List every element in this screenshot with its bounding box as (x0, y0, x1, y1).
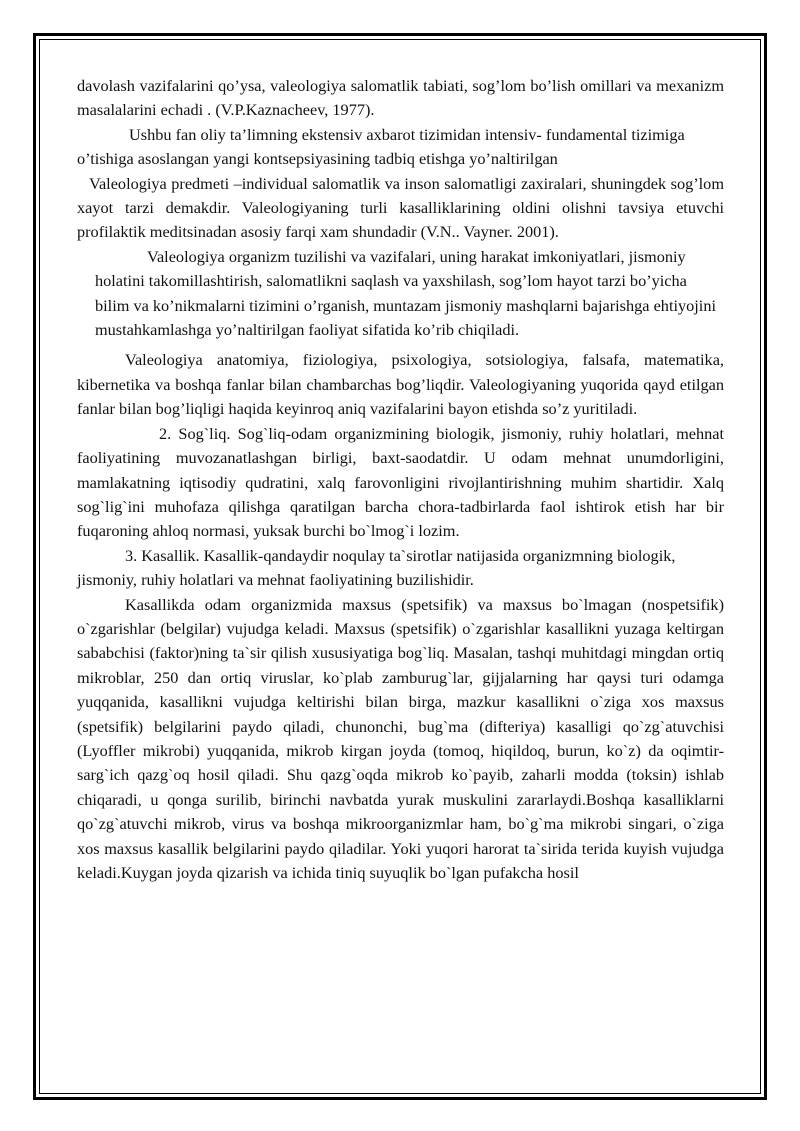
paragraph-valeologiya-organizm: Valeologiya organizm tuzilishi va vazifalari, uning harakat imkoniyatlari, jismoniy holatini takomillashtirish, salomatlikni saqlash va yaxshilash, sog’lom hayot tarzi bo’yicha bilim va ko’nikmalarni tizimini o’rganish, muntazam jismoniy mashqlarni bajarishga ehtiyojini mustahkamlashga yo’naltirilgan faoliyat sifatida ko’rib chiqiladi. (95, 246, 716, 340)
paragraph-kaznacheev: davolash vazifalarini qo’ysa, valeologiya salomatlik tabiati, sog’lom bo’lish omillari va mexanizm masalalarini echadi . (V.P.Kaznacheev, 1977). (77, 76, 724, 120)
paragraph-ushbu-fan: Ushbu fan oliy ta’limning ekstensiv axbarot tizimidan intensiv- fundamental tizimiga o’tishiga asoslangan yangi kontsepsiyasining tadbiq etishga yo’naltirilgan (77, 124, 685, 169)
paragraph-valeologiya-fanlar: Valeologiya anatomiya, fiziologiya, psixologiya, sotsiologiya, falsafa, matematika, kibernetika va boshqa fanlar bilan chambarchas bog’liqdir. Valeologiyaning yuqorida qayd etilgan fanlar bilan bog’liqligi haqida keyinroq aniq vazifalarini bayon etishda so’z yuritiladi. (77, 350, 724, 419)
paragraph-sogliq: 2. Sog`liq. Sog`liq-odam organizmining biologik, jismoniy, ruhiy holatlari, mehnat faoliyatining muvozanatlashgan birligi, baxt-saodatdir. U odam mehnat unumdorligini, mamlakatning iqtisodiy qudratini, xalq farovonligini rivojlantirishning muhim shartidir. Xalq sog`lig`ini muhofaza qilishga qaratilgan barcha chora-tadbirlarda faol ishtirok etish har bir fuqaroning ahloq normasi, yuksak burchi bo`lmog`i lozim. (77, 423, 724, 541)
paragraph-valeologiya-predmeti: Valeologiya predmeti –individual salomatlik va inson salomatligi zaxiralari, shuningdek sog’lom xayot tarzi demakdir. Valeologiyaning turli kasalliklarining oldini olishni tavsiya etuvchi profilaktik meditsinadan asosiy farqi xam shundadir (V.N.. Vayner. 2001). (77, 173, 724, 242)
paragraph-kasallik: 3. Kasallik. Kasallik-qandaydir noqulay ta`sirotlar natijasida organizmning biologik, jismoniy, ruhiy holatlari va mehnat faoliyatining buzilishidir. (77, 545, 676, 590)
paragraph-kasallikda: Kasallikda odam organizmida maxsus (spetsifik) va maxsus bo`lmagan (nospetsifik) o`zgarishlar (belgilar) vujudga keladi. Maxsus (spetsifik) o`zgarishlar kasallikni yuzaga keltirgan sababchisi (faktor)ning ta`sir qilish xususiyatiga bog`liq. Masalan, tashqi muhitdagi mingdan ortiq mikroblar, 250 dan ortiq viruslar, ko`plab zamburug`lar, gijjalarning har qaysi turi odamga yuqqanida, kasallikni vujudga keltirishi bilan birga, mazkur kasallikni o`ziga xos maxsus (spetsifik) belgilarini paydo qiladi, chunonchi, bug`ma (difteriya) kasalligi qo`zg`atuvchisi (Lyoffler mikrobi) yuqqanida, mikrob kirgan joyda (tomoq, hiqildoq, burun, ko`z) da oqimtir-sarg`ich qazg`oq hosil qiladi. Shu qazg`oqda mikrob ko`payib, zaharli modda (toksin) ishlab chiqaradi, u qonga surilib, birinchi navbatda yurak muskulini zararlaydi.Boshqa kasalliklarni qo`zg`atuvchi mikrob, virus va boshqa mikroorganizmlar ham, bo`g`ma mikrobi singari, o`ziga xos maxsus kasallik belgilarini paydo qiladilar. Yoki yuqori harorat ta`sirida terida kuyish vujudga keladi.Kuygan joyda qizarish va ichida tiniq suyuqlik bo`lgan pufakcha hosil (77, 594, 724, 882)
document-body (77, 74, 724, 885)
